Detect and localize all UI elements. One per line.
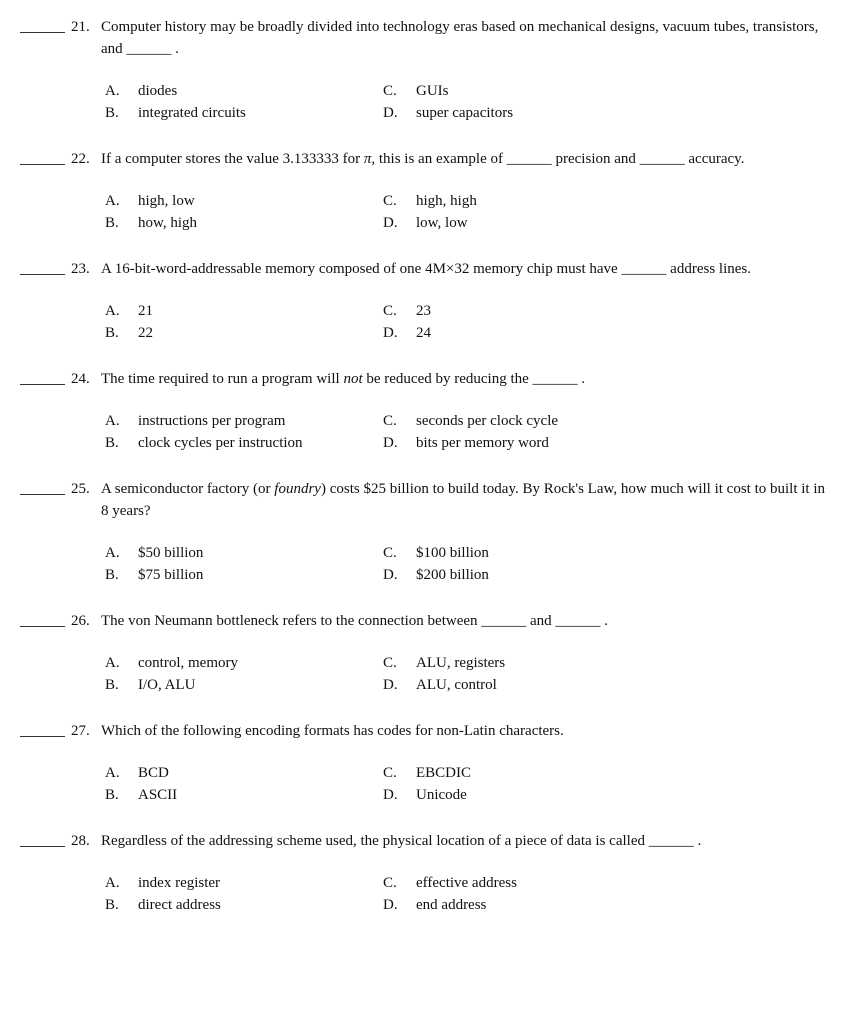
option-text: GUIs: [416, 83, 449, 99]
option-text: 23: [416, 303, 431, 319]
question-number: 26.: [71, 613, 90, 629]
options-grid: [105, 542, 844, 586]
option-d: [383, 432, 844, 454]
question-number: 23.: [71, 261, 90, 277]
question-block: [0, 830, 844, 916]
option-letter: A.: [105, 545, 120, 561]
question-line: [0, 258, 844, 280]
question-line: [0, 478, 844, 522]
option-letter: A.: [105, 655, 120, 671]
option-text: $75 billion: [138, 567, 204, 583]
question-line: [0, 720, 844, 742]
option-letter: D.: [383, 677, 398, 693]
option-letter: C.: [383, 545, 397, 561]
answer-blank-line: [20, 478, 65, 495]
answer-blank-line: [20, 258, 65, 275]
option-letter: D.: [383, 215, 398, 231]
option-a: [105, 652, 383, 674]
option-text: I/O, ALU: [138, 677, 196, 693]
option-letter: D.: [383, 435, 398, 451]
option-a: [105, 410, 383, 432]
question-line: [0, 368, 844, 390]
answer-blank-line: [20, 830, 65, 847]
option-text: how, high: [138, 215, 198, 231]
option-c: [383, 652, 844, 674]
option-c: [383, 410, 844, 432]
question-line: [0, 148, 844, 170]
option-letter: A.: [105, 413, 120, 429]
option-letter: C.: [383, 765, 397, 781]
option-letter: C.: [383, 83, 397, 99]
question-text: Which of the following encoding formats has codes for non-Latin characters.: [101, 723, 564, 739]
question-line: [0, 610, 844, 632]
options-grid: [105, 762, 844, 806]
question-text: Regardless of the addressing scheme used, the physical location of a piece of data is called ______ .: [101, 833, 702, 849]
option-text: bits per memory word: [416, 435, 549, 451]
option-text: high, low: [138, 193, 195, 209]
question-text: The time required to run a program will not be reduced by reducing the ______ .: [101, 371, 586, 387]
answer-blank-line: [20, 16, 65, 33]
option-text: control, memory: [138, 655, 238, 671]
option-d: [383, 212, 844, 234]
option-text: Unicode: [416, 787, 467, 803]
question-block: [0, 16, 844, 124]
option-b: [105, 894, 383, 916]
option-letter: B.: [105, 215, 119, 231]
option-text: $50 billion: [138, 545, 204, 561]
option-letter: C.: [383, 413, 397, 429]
answer-blank-line: [20, 368, 65, 385]
option-letter: B.: [105, 897, 119, 913]
question-text: The von Neumann bottleneck refers to the connection between ______ and ______ .: [101, 613, 608, 629]
option-letter: D.: [383, 325, 398, 341]
option-letter: B.: [105, 787, 119, 803]
option-d: [383, 102, 844, 124]
option-text: 24: [416, 325, 431, 341]
option-text: clock cycles per instruction: [138, 435, 303, 451]
option-d: [383, 894, 844, 916]
question-block: [0, 610, 844, 696]
option-a: [105, 872, 383, 894]
options-grid: [105, 80, 844, 124]
option-text: high, high: [416, 193, 477, 209]
option-d: [383, 564, 844, 586]
option-letter: B.: [105, 435, 119, 451]
option-letter: A.: [105, 765, 120, 781]
option-b: [105, 212, 383, 234]
option-b: [105, 322, 383, 344]
question-number: 27.: [71, 723, 90, 739]
question-block: [0, 720, 844, 806]
question-block: [0, 258, 844, 344]
question-block: [0, 368, 844, 454]
option-text: $200 billion: [416, 567, 489, 583]
option-letter: A.: [105, 875, 120, 891]
option-c: [383, 80, 844, 102]
option-letter: B.: [105, 325, 119, 341]
option-text: $100 billion: [416, 545, 489, 561]
answer-blank-line: [20, 148, 65, 165]
option-text: ASCII: [138, 787, 178, 803]
option-letter: D.: [383, 787, 398, 803]
option-letter: B.: [105, 677, 119, 693]
option-text: direct address: [138, 897, 221, 913]
question-number: 25.: [71, 481, 90, 497]
option-text: ALU, control: [416, 677, 497, 693]
option-a: [105, 80, 383, 102]
option-text: index register: [138, 875, 221, 891]
option-letter: C.: [383, 303, 397, 319]
option-text: low, low: [416, 215, 468, 231]
option-letter: A.: [105, 303, 120, 319]
option-letter: D.: [383, 567, 398, 583]
option-text: seconds per clock cycle: [416, 413, 559, 429]
options-grid: [105, 190, 844, 234]
question-text: A 16-bit-word-addressable memory composed of one 4M×32 memory chip must have ______ address lines.: [101, 261, 751, 277]
question-number: 21.: [71, 19, 90, 35]
option-letter: A.: [105, 83, 120, 99]
option-a: [105, 300, 383, 322]
option-b: [105, 102, 383, 124]
question-number: 28.: [71, 833, 90, 849]
option-text: effective address: [416, 875, 517, 891]
question-line: [0, 830, 844, 852]
option-text: EBCDIC: [416, 765, 472, 781]
option-letter: C.: [383, 655, 397, 671]
options-grid: [105, 300, 844, 344]
options-grid: [105, 872, 844, 916]
question-block: [0, 148, 844, 234]
option-text: BCD: [138, 765, 169, 781]
question-text: A semiconductor factory (or foundry) costs $25 billion to build today. By Rock's Law, how much will it cost to built it in 8 years?: [101, 481, 826, 519]
option-c: [383, 762, 844, 784]
option-d: [383, 674, 844, 696]
options-grid: [105, 652, 844, 696]
option-c: [383, 300, 844, 322]
option-a: [105, 762, 383, 784]
question-text: If a computer stores the value 3.133333 for π, this is an example of ______ precision and ______ accuracy.: [101, 151, 745, 167]
option-letter: C.: [383, 875, 397, 891]
option-letter: D.: [383, 105, 398, 121]
option-letter: B.: [105, 105, 119, 121]
option-b: [105, 674, 383, 696]
option-text: super capacitors: [416, 105, 514, 121]
option-letter: C.: [383, 193, 397, 209]
option-b: [105, 564, 383, 586]
question-line: [0, 16, 844, 60]
option-text: instructions per program: [138, 413, 286, 429]
option-a: [105, 190, 383, 212]
option-c: [383, 190, 844, 212]
option-text: 22: [138, 325, 153, 341]
answer-blank-line: [20, 610, 65, 627]
question-number: 22.: [71, 151, 90, 167]
answer-blank-line: [20, 720, 65, 737]
option-a: [105, 542, 383, 564]
option-text: ALU, registers: [416, 655, 506, 671]
option-c: [383, 542, 844, 564]
question-number: 24.: [71, 371, 90, 387]
option-d: [383, 784, 844, 806]
option-b: [105, 784, 383, 806]
option-text: 21: [138, 303, 153, 319]
option-text: integrated circuits: [138, 105, 246, 121]
option-text: diodes: [138, 83, 178, 99]
question-text: Computer history may be broadly divided into technology eras based on mechanical designs, vacuum tubes, transistors, and ______ .: [101, 19, 819, 57]
option-c: [383, 872, 844, 894]
option-letter: B.: [105, 567, 119, 583]
option-b: [105, 432, 383, 454]
question-block: [0, 478, 844, 586]
options-grid: [105, 410, 844, 454]
option-text: end address: [416, 897, 487, 913]
option-letter: A.: [105, 193, 120, 209]
option-d: [383, 322, 844, 344]
option-letter: D.: [383, 897, 398, 913]
